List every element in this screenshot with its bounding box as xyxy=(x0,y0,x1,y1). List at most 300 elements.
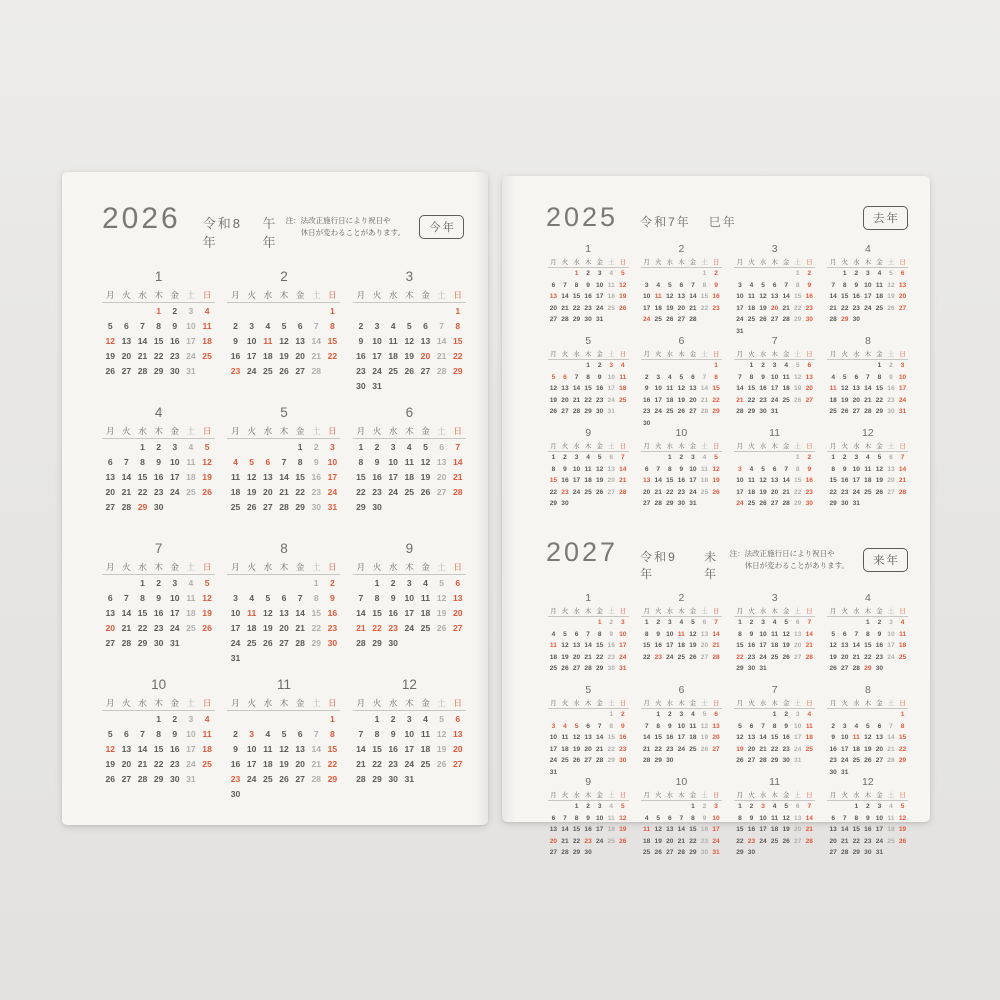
day-cell: 30 xyxy=(311,501,322,512)
weekday-header: 土 xyxy=(605,348,617,360)
day-cell xyxy=(652,360,664,372)
day-cell: 28 xyxy=(121,501,132,512)
month-number: 12 xyxy=(862,427,874,439)
day-cell xyxy=(571,709,583,721)
day-cell: 9 xyxy=(609,630,614,638)
day-cell: 18 xyxy=(689,734,697,742)
day-cell: 8 xyxy=(140,456,145,467)
month-day-grid xyxy=(102,559,215,650)
day-cell: 30 xyxy=(153,501,164,512)
day-cell: 19 xyxy=(829,653,837,661)
day-cell: 13 xyxy=(452,592,463,603)
weekday-header: 金 xyxy=(687,789,699,801)
day-cell: 15 xyxy=(794,293,802,301)
day-cell: 10 xyxy=(770,373,779,381)
weekday-header: 土 xyxy=(308,423,324,439)
day-cell: 13 xyxy=(263,471,273,482)
day-cell xyxy=(792,406,804,418)
day-cell: 10 xyxy=(677,722,686,730)
day-cell: 27 xyxy=(607,488,615,496)
day-cell: 26 xyxy=(887,304,895,312)
day-cell: 22 xyxy=(700,304,709,312)
day-cell: 28 xyxy=(841,849,849,857)
day-cell: 4 xyxy=(563,722,567,730)
day-cell: 22 xyxy=(372,758,382,769)
day-cell: 24 xyxy=(759,837,767,845)
weekday-header: 月 xyxy=(548,440,560,452)
day-cell: 14 xyxy=(654,477,662,485)
day-cell: 16 xyxy=(388,607,398,618)
month-number: 4 xyxy=(154,405,163,420)
day-cell: 18 xyxy=(875,293,884,301)
day-cell: 12 xyxy=(736,734,744,742)
month-calendar xyxy=(546,776,630,868)
day-cell: 30 xyxy=(388,637,398,648)
day-cell: 29 xyxy=(372,637,382,648)
month-number: 11 xyxy=(769,776,781,788)
month-number: 11 xyxy=(769,427,781,439)
year-number: 2027 xyxy=(546,537,619,567)
weekday-header: 水 xyxy=(571,789,583,801)
day-cell: 29 xyxy=(327,773,338,784)
weekday-header: 火 xyxy=(652,697,664,709)
day-cell: 19 xyxy=(436,607,447,618)
day-cell: 26 xyxy=(246,501,257,512)
day-cell: 3 xyxy=(795,711,800,719)
weekday-header: 日 xyxy=(617,256,629,268)
day-cell: 11 xyxy=(643,826,651,834)
day-cell: 30 xyxy=(356,380,366,391)
day-cell: 19 xyxy=(619,826,627,834)
day-cell: 6 xyxy=(889,454,893,462)
day-cell: 6 xyxy=(423,320,428,331)
day-cell: 6 xyxy=(563,373,567,381)
weekday-header: 土 xyxy=(434,695,450,711)
month-day-grid xyxy=(102,423,215,514)
day-cell: 9 xyxy=(842,465,847,473)
day-cell: 2 xyxy=(358,320,364,331)
day-cell: 12 xyxy=(404,335,415,346)
day-cell: 21 xyxy=(898,477,907,485)
month-number: 10 xyxy=(151,677,167,692)
month-calendar xyxy=(733,684,817,776)
day-cell xyxy=(734,268,746,280)
month-number: 7 xyxy=(154,541,163,556)
day-cell: 4 xyxy=(679,619,684,627)
day-cell: 8 xyxy=(297,456,303,467)
day-cell xyxy=(605,847,617,859)
day-cell: 10 xyxy=(736,293,744,301)
weekday-header: 日 xyxy=(710,348,722,360)
day-cell: 28 xyxy=(121,637,132,648)
day-cell: 2 xyxy=(866,803,870,811)
day-cell: 22 xyxy=(864,653,872,661)
day-cell xyxy=(559,617,571,629)
month-day-grid xyxy=(827,789,908,859)
day-cell: 21 xyxy=(700,396,709,404)
weekday-header: 金 xyxy=(687,440,699,452)
day-cell xyxy=(780,452,792,464)
day-cell: 20 xyxy=(875,745,884,753)
day-cell: 22 xyxy=(794,304,802,312)
day-cell: 29 xyxy=(356,501,366,512)
weekday-header: 水 xyxy=(385,423,401,439)
day-cell xyxy=(804,755,816,767)
day-cell: 13 xyxy=(105,471,115,482)
day-cell: 19 xyxy=(420,471,431,482)
day-cell xyxy=(780,406,792,418)
day-cell: 12 xyxy=(677,385,686,393)
day-cell: 24 xyxy=(852,488,860,496)
day-cell: 5 xyxy=(281,728,287,739)
day-cell: 18 xyxy=(700,477,709,485)
day-cell: 20 xyxy=(677,304,686,312)
day-cell: 24 xyxy=(841,757,849,765)
day-cell: 14 xyxy=(619,465,627,473)
weekday-header: 土 xyxy=(792,256,804,268)
day-cell xyxy=(292,711,308,727)
weekday-header: 月 xyxy=(641,440,653,452)
day-cell: 2 xyxy=(761,362,765,370)
day-cell: 2 xyxy=(390,713,396,724)
months-grid-2025 xyxy=(546,243,910,519)
day-cell: 25 xyxy=(666,408,674,416)
day-cell: 7 xyxy=(140,728,145,739)
weekday-header: 日 xyxy=(804,256,816,268)
day-cell: 10 xyxy=(619,630,627,638)
day-cell: 20 xyxy=(829,837,837,845)
day-cell: 27 xyxy=(452,622,463,633)
day-cell: 2 xyxy=(784,711,788,719)
day-cell: 8 xyxy=(374,728,380,739)
day-cell: 24 xyxy=(794,745,802,753)
day-cell: 13 xyxy=(841,642,849,650)
day-cell: 30 xyxy=(747,665,756,673)
day-cell: 26 xyxy=(898,837,907,845)
day-cell: 23 xyxy=(619,745,627,753)
day-cell: 4 xyxy=(702,454,707,462)
day-cell: 8 xyxy=(574,281,579,289)
day-cell: 19 xyxy=(263,622,273,633)
day-cell: 23 xyxy=(388,758,398,769)
day-cell: 3 xyxy=(406,577,412,588)
day-cell: 6 xyxy=(586,722,590,730)
day-cell: 6 xyxy=(297,320,303,331)
day-cell: 6 xyxy=(714,711,718,719)
day-cell: 12 xyxy=(829,642,837,650)
month-calendar xyxy=(353,269,466,405)
month-calendar xyxy=(733,243,817,335)
day-cell: 13 xyxy=(549,826,558,834)
day-cell: 1 xyxy=(140,577,145,588)
day-cell: 4 xyxy=(807,711,812,719)
day-cell: 18 xyxy=(607,826,615,834)
day-cell: 21 xyxy=(642,745,651,753)
day-cell: 21 xyxy=(595,745,604,753)
day-cell: 25 xyxy=(246,637,257,648)
day-cell xyxy=(401,499,417,514)
weekday-header: 土 xyxy=(792,789,804,801)
day-cell xyxy=(417,771,433,786)
day-cell: 23 xyxy=(327,622,338,633)
day-cell: 27 xyxy=(712,745,720,753)
day-cell xyxy=(134,303,150,319)
month-day-grid xyxy=(641,256,722,326)
month-calendar xyxy=(826,776,910,868)
day-cell xyxy=(417,303,433,319)
day-cell xyxy=(260,575,276,591)
day-cell: 14 xyxy=(356,607,366,618)
day-cell xyxy=(308,786,324,801)
day-cell: 26 xyxy=(420,486,431,497)
day-cell xyxy=(260,439,276,455)
day-cell: 27 xyxy=(263,501,273,512)
day-cell: 20 xyxy=(572,653,581,661)
weekday-header: 月 xyxy=(227,423,243,439)
day-cell: 8 xyxy=(866,630,870,638)
day-cell xyxy=(862,314,874,326)
day-cell: 19 xyxy=(619,293,627,301)
weekday-header: 土 xyxy=(699,348,711,360)
day-cell: 9 xyxy=(233,335,238,346)
day-cell: 21 xyxy=(137,350,148,361)
weekday-header: 土 xyxy=(183,423,199,439)
day-cell: 21 xyxy=(561,304,569,312)
weekday-header: 土 xyxy=(605,256,617,268)
month-day-grid xyxy=(827,440,908,510)
day-cell: 27 xyxy=(898,304,907,312)
day-cell: 8 xyxy=(691,814,695,822)
day-cell xyxy=(897,314,909,326)
day-cell: 26 xyxy=(736,757,744,765)
day-cell: 26 xyxy=(689,653,697,661)
day-cell: 28 xyxy=(677,849,686,857)
day-cell: 8 xyxy=(667,465,672,473)
day-cell: 2 xyxy=(313,441,319,452)
day-cell: 29 xyxy=(794,316,802,324)
day-cell: 20 xyxy=(263,486,273,497)
day-cell: 15 xyxy=(654,734,662,742)
day-cell: 17 xyxy=(898,385,907,393)
weekday-header: 金 xyxy=(167,423,183,439)
month-number: 10 xyxy=(675,427,688,439)
month-calendar xyxy=(546,684,630,776)
day-cell: 29 xyxy=(736,665,744,673)
day-cell: 13 xyxy=(452,728,463,739)
day-cell: 23 xyxy=(666,745,674,753)
weekday-header: 日 xyxy=(710,440,722,452)
day-cell xyxy=(617,498,629,510)
month-number: 9 xyxy=(585,427,592,439)
day-cell: 12 xyxy=(759,477,767,485)
year-header-2026 xyxy=(102,202,464,251)
weekday-header: 木 xyxy=(401,559,417,575)
day-cell: 6 xyxy=(107,456,113,467)
weekday-header: 土 xyxy=(605,605,617,617)
day-cell: 13 xyxy=(747,734,756,742)
month-day-grid xyxy=(353,423,466,514)
day-cell xyxy=(757,452,769,464)
day-cell: 17 xyxy=(759,642,767,650)
day-cell: 11 xyxy=(654,293,662,301)
day-cell: 19 xyxy=(105,758,115,769)
day-cell: 4 xyxy=(423,577,428,588)
month-calendar xyxy=(639,243,723,335)
day-cell xyxy=(353,575,369,591)
day-cell xyxy=(792,847,804,859)
day-cell: 26 xyxy=(654,849,662,857)
weekday-header: 日 xyxy=(450,559,466,575)
weekday-header: 日 xyxy=(199,695,215,711)
day-cell: 21 xyxy=(572,396,581,404)
day-cell: 24 xyxy=(388,486,398,497)
day-cell: 23 xyxy=(782,745,790,753)
day-cell: 6 xyxy=(644,465,649,473)
day-cell: 18 xyxy=(404,471,415,482)
day-cell: 7 xyxy=(123,592,129,603)
day-cell: 31 xyxy=(170,637,180,648)
day-cell: 22 xyxy=(829,488,837,496)
day-cell: 27 xyxy=(642,500,651,508)
day-cell: 1 xyxy=(140,441,145,452)
month-calendar xyxy=(826,427,910,519)
day-cell xyxy=(734,360,746,372)
day-cell: 16 xyxy=(327,607,338,618)
day-cell: 26 xyxy=(677,408,686,416)
day-cell: 19 xyxy=(864,745,872,753)
day-cell: 25 xyxy=(700,488,709,496)
weekday-header: 木 xyxy=(151,423,167,439)
day-cell: 11 xyxy=(852,734,860,742)
day-cell: 27 xyxy=(549,849,558,857)
weekday-header: 土 xyxy=(885,697,897,709)
day-cell: 3 xyxy=(620,619,625,627)
month-number: 6 xyxy=(678,684,685,696)
weekday-header: 土 xyxy=(699,440,711,452)
day-cell: 3 xyxy=(644,281,649,289)
day-cell: 10 xyxy=(404,592,415,603)
weekday-header: 月 xyxy=(102,287,118,303)
day-cell: 11 xyxy=(404,456,414,467)
day-cell xyxy=(804,406,816,418)
day-cell: 30 xyxy=(642,419,651,427)
weekday-header: 日 xyxy=(804,789,816,801)
day-cell: 7 xyxy=(574,373,579,381)
day-cell: 23 xyxy=(805,304,813,312)
day-cell: 5 xyxy=(702,711,707,719)
weekday-header: 木 xyxy=(862,697,874,709)
day-cell: 11 xyxy=(782,373,790,381)
day-cell: 20 xyxy=(121,758,132,769)
day-cell: 23 xyxy=(372,486,382,497)
weekday-header: 月 xyxy=(353,423,369,439)
day-cell: 25 xyxy=(852,757,860,765)
day-cell: 28 xyxy=(898,488,907,496)
day-cell: 2 xyxy=(586,803,590,811)
day-cell: 31 xyxy=(619,665,627,673)
day-cell: 11 xyxy=(420,728,430,739)
month-calendar xyxy=(102,269,215,405)
weekday-header: 日 xyxy=(710,697,722,709)
day-cell: 17 xyxy=(186,335,196,346)
day-cell: 19 xyxy=(794,385,802,393)
weekday-header: 木 xyxy=(401,423,417,439)
day-cell: 10 xyxy=(712,814,720,822)
day-cell: 15 xyxy=(452,335,463,346)
day-cell: 24 xyxy=(898,396,907,404)
day-cell: 20 xyxy=(279,622,289,633)
month-number: 2 xyxy=(280,269,288,284)
weekday-header: 月 xyxy=(827,697,839,709)
day-cell: 25 xyxy=(677,653,686,661)
day-cell: 29 xyxy=(153,773,164,784)
day-cell: 15 xyxy=(794,477,802,485)
day-cell xyxy=(118,711,134,727)
day-cell: 5 xyxy=(439,577,444,588)
day-cell: 11 xyxy=(561,734,569,742)
day-cell xyxy=(227,711,243,727)
day-cell: 26 xyxy=(712,488,720,496)
day-cell: 23 xyxy=(642,408,651,416)
day-cell: 19 xyxy=(677,396,686,404)
day-cell: 22 xyxy=(572,304,581,312)
weekday-header: 日 xyxy=(710,789,722,801)
day-cell: 20 xyxy=(794,826,802,834)
weekday-header: 土 xyxy=(699,256,711,268)
day-cell: 18 xyxy=(619,385,627,393)
month-calendar xyxy=(826,592,910,684)
day-cell xyxy=(862,709,874,721)
month-calendar xyxy=(826,684,910,776)
day-cell: 29 xyxy=(898,757,907,765)
day-cell: 6 xyxy=(679,281,684,289)
day-cell: 17 xyxy=(759,826,767,834)
weekday-header: 火 xyxy=(839,605,851,617)
day-cell: 1 xyxy=(738,803,742,811)
day-cell xyxy=(434,771,450,786)
day-cell: 5 xyxy=(831,630,835,638)
day-cell: 15 xyxy=(595,642,604,650)
day-cell: 29 xyxy=(689,849,697,857)
weekday-header: 日 xyxy=(710,256,722,268)
day-cell xyxy=(353,303,369,319)
day-cell: 25 xyxy=(747,500,756,508)
month-number: 9 xyxy=(405,541,414,556)
weekday-header: 木 xyxy=(582,605,594,617)
day-cell: 7 xyxy=(586,630,590,638)
year-header-2025 xyxy=(546,202,908,233)
day-cell: 13 xyxy=(642,477,651,485)
day-cell: 13 xyxy=(875,734,884,742)
day-cell: 26 xyxy=(105,365,115,376)
day-cell: 21 xyxy=(887,745,895,753)
day-cell: 26 xyxy=(794,396,802,404)
day-cell: 18 xyxy=(561,745,569,753)
weekday-header: 水 xyxy=(664,605,676,617)
weekday-header: 金 xyxy=(594,605,606,617)
day-cell: 26 xyxy=(829,665,837,673)
day-cell: 19 xyxy=(782,826,790,834)
day-cell: 6 xyxy=(123,320,129,331)
day-cell: 13 xyxy=(898,281,907,289)
weekday-header: 土 xyxy=(699,789,711,801)
day-cell: 22 xyxy=(666,488,674,496)
day-cell: 16 xyxy=(677,477,686,485)
day-cell: 19 xyxy=(561,653,569,661)
day-cell: 5 xyxy=(842,373,847,381)
day-cell: 21 xyxy=(356,758,366,769)
weekday-header: 土 xyxy=(308,287,324,303)
